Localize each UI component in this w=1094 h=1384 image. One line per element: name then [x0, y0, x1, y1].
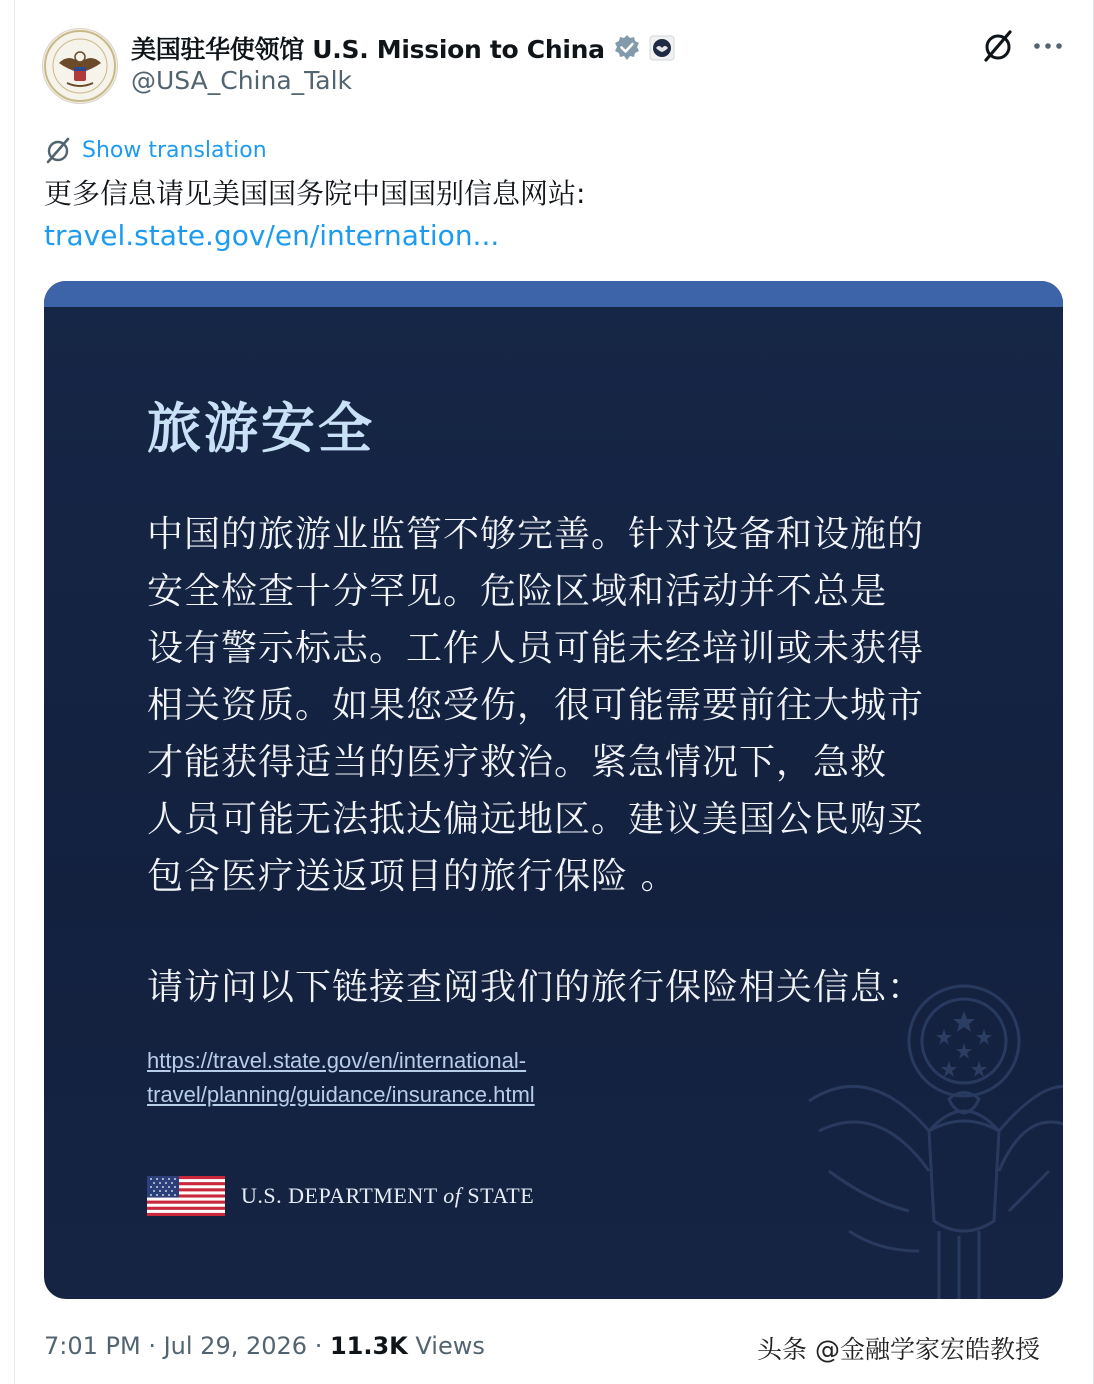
card-paragraph-line: 包含医疗送返项目的旅行保险 。 — [147, 856, 678, 897]
card-paragraph-line: 中国的旅游业监管不够完善。针对设备和设施的 — [147, 514, 925, 555]
verified-badge-icon — [613, 34, 641, 62]
avatar[interactable] — [42, 28, 118, 104]
card-url-line: https://travel.state.gov/en/international- — [147, 1048, 527, 1073]
translate-icon — [44, 136, 72, 164]
tweet-text: 更多信息请见美国国务院中国国别信息网站: — [44, 177, 586, 210]
tweet-link[interactable]: travel.state.gov/en/internation... — [44, 219, 500, 252]
card-paragraph-line: 人员可能无法抵达偏远地区。建议美国公民购买 — [147, 799, 925, 840]
affiliate-badge-icon[interactable] — [649, 35, 675, 61]
card-paragraph-line: 设有警示标志。工作人员可能未经培训或未获得 — [147, 628, 925, 669]
tweet-meta — [44, 1332, 485, 1360]
media-card[interactable] — [44, 281, 1063, 1299]
card-top-bar — [44, 281, 1063, 307]
grok-icon — [980, 28, 1016, 64]
name-row — [131, 30, 675, 66]
state-seal-icon — [789, 981, 1063, 1299]
department-of-state-wordmark — [241, 1183, 534, 1209]
card-paragraph-line: 才能获得适当的医疗救治。紧急情况下，急救 — [147, 742, 888, 783]
card-visit-text: 请访问以下链接查阅我们的旅行保险相关信息： — [147, 967, 925, 1008]
grok-button[interactable] — [980, 28, 1016, 64]
tweet-date[interactable]: Jul 29, 2026 — [163, 1332, 308, 1360]
card-insurance-url — [147, 1044, 535, 1112]
dept-prefix: U.S. DEPARTMENT — [241, 1183, 438, 1208]
card-paragraph — [147, 506, 987, 905]
handle[interactable]: @USA_China_Talk — [131, 66, 353, 95]
meta-separator: · — [140, 1332, 164, 1360]
card-paragraph-line: 安全检查十分罕见。危险区域和活动并不总是 — [147, 571, 888, 612]
dept-of: of — [443, 1183, 462, 1208]
left-border — [14, 0, 15, 1384]
views-count: 11.3K — [329, 1332, 408, 1360]
card-paragraph-line: 相关资质。如果您受伤，很可能需要前往大城市 — [147, 685, 925, 726]
source-watermark: 头条 @金融学家宏皓教授 — [757, 1335, 1040, 1364]
card-url-line: travel/planning/guidance/insurance.html — [147, 1082, 535, 1107]
seal-avatar-icon — [43, 29, 117, 103]
show-translation-label: Show translation — [82, 137, 267, 163]
dept-suffix: STATE — [467, 1183, 535, 1208]
more-icon — [1030, 28, 1066, 64]
us-flag-icon — [147, 1176, 225, 1216]
card-title: 旅游安全 — [147, 397, 375, 460]
display-name[interactable]: 美国驻华使领馆 U.S. Mission to China — [131, 35, 605, 64]
tweet-time[interactable]: 7:01 PM — [44, 1332, 141, 1360]
meta-separator: · — [307, 1332, 330, 1360]
more-button[interactable] — [1030, 28, 1066, 64]
show-translation-button[interactable] — [44, 136, 267, 164]
views-label: Views — [407, 1332, 485, 1360]
